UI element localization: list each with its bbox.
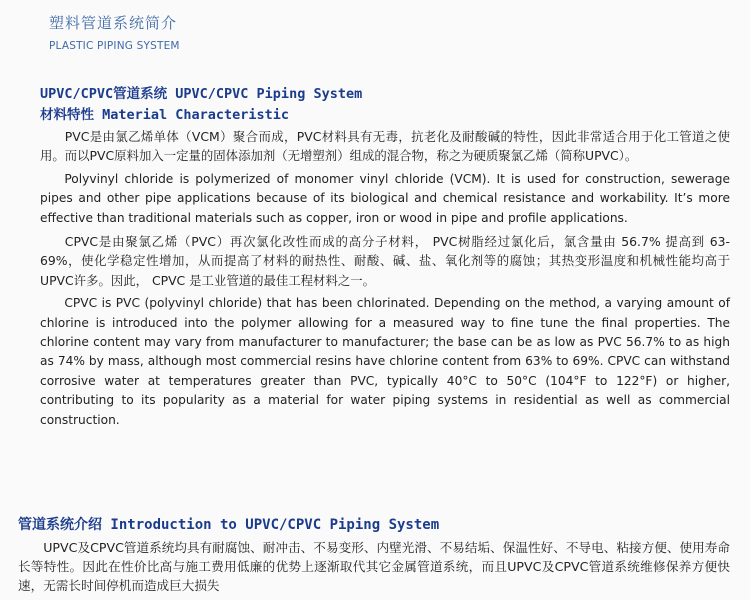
section-subtitle-material-characteristic: 材料特性 Material Characteristic xyxy=(40,107,290,123)
section-title-introduction: 管道系统介绍 Introduction to UPVC/CPVC Piping System xyxy=(18,517,440,533)
section-title-piping-system: UPVC/CPVC管道系统 UPVC/CPVC Piping System xyxy=(40,86,363,102)
paragraph-pvc-cn: PVC是由氯乙烯单体（VCM）聚合而成，PVC材料具有无毒，抗老化及耐酸碱的特性，因此非常适合用于化工管道之使用。而以PVC原料加入一定量的固体添加剂（无增塑剂）组成的混合物，称之为硬质聚氯乙烯（简称UPVC）。 xyxy=(40,129,730,164)
header-title-en: PLASTIC PIPING SYSTEM xyxy=(49,40,180,52)
header-title-cn: 塑料管道系统简介 xyxy=(49,14,178,32)
paragraph-cpvc-en: CPVC is PVC (polyvinyl chloride) that has been chlorinated. Depending on the method, a varying amount of chlorine is introduced into the polymer allowing for a measured way to fine tune the final properties. The chlorine content may vary from manufacturer to manufacturer; the base can be as low as PVC 56.7% to as high as 74% by mass, although most commercial resins have chlorine content from 63% to 69%. CPVC can withstand corrosive water at temperatures greater than PVC, typically 40°C to 50°C (104°F to 122°F) or higher, contributing to its popularity as a material for water piping systems in residential as well as commercial construction. xyxy=(40,296,730,427)
page-header xyxy=(49,14,180,53)
intro-section xyxy=(18,515,730,599)
paragraph-intro-cn: UPVC及CPVC管道系统均具有耐腐蚀、耐冲击、不易变形、内壁光滑、不易结垢、保温性好、不导电、粘接方便、使用寿命长等特性。因此在性价比高与施工费用低廉的优势上逐渐取代其它金属管道系统，而且UPVC及CPVC管道系统维修保养方便快速，无需长时间停机而造成巨大损失 xyxy=(18,540,730,593)
paragraph-pvc-en: Polyvinyl chloride is polymerized of monomer vinyl chloride (VCM). It is used for construction, sewerage pipes and other pipe applications because of its biological and chemical resistance and workability. It’s more effective than traditional materials such as copper, iron or wood in pipe and profile applications. xyxy=(40,171,730,225)
paragraph-cpvc-cn: CPVC是由聚氯乙烯（PVC）再次氯化改性而成的高分子材料， PVC树脂经过氯化后，氯含量由 56.7% 提高到 63-69%，使化学稳定性增加，从而提高了材料的耐热性、耐酸、碱、盐、氧化剂等的腐蚀；其热变形温度和机械性能均高于UPVC许多。因此， CPVC 是工业管道的最佳工程材料之一。 xyxy=(40,234,730,288)
material-section xyxy=(40,84,730,434)
